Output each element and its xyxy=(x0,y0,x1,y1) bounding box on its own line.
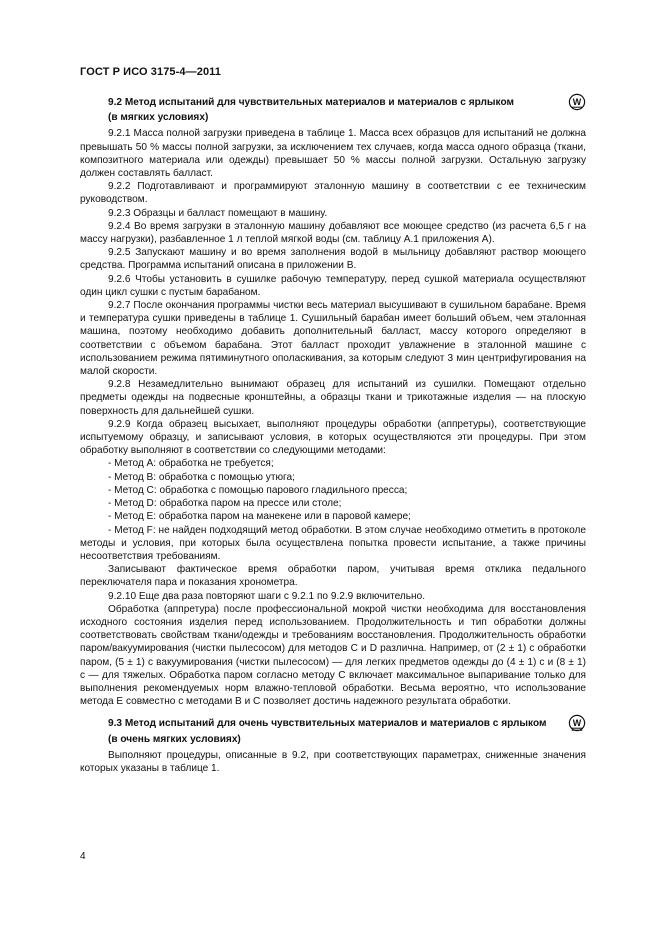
document-body xyxy=(80,96,586,775)
method-c-item: - Метод C: обработка с помощью парового гладильного пресса; xyxy=(108,484,408,496)
section-9-3-heading xyxy=(80,717,586,730)
clause-9-2-4: 9.2.4 Во время загрузки в эталонную машину добавляют все моющее средство (из расчета 6,5 г на массу нагрузки), разбавленное 1 л теплой мягкой воды (см. таблицу А.1 приложения А). xyxy=(80,220,586,246)
section-9-3-paragraph: Выполняют процедуры, описанные в 9.2, при соответствующих параметрах, сниженные значения которых указаны в таблице 1. xyxy=(80,749,586,774)
method-d-item: - Метод D: обработка паром на прессе или столе; xyxy=(108,498,342,510)
section-9-2-subheading: (в мягких условиях) xyxy=(108,112,209,124)
section-9-3-subheading: (в очень мягких условиях) xyxy=(108,733,241,745)
method-b-item: - Метод B: обработка с помощью утюга; xyxy=(108,471,295,483)
clause-9-2-6: 9.2.6 Чтобы установить в сушилке рабочую температуру, перед сушкой материала осуществляют один цикл сушки с пустым барабаном. xyxy=(80,273,586,298)
clause-9-2-3: 9.2.3 Образцы и балласт помещают в машину. xyxy=(108,207,328,219)
method-e-item: - Метод E: обработка паром на манекене или в паровой камере; xyxy=(108,511,411,523)
finishing-paragraph: Обработка (аппретура) после профессиональной мокрой чистки необходима для восстановления исходного состояния изделия перед использованием. Продолжительность и тип обработки должны соответствовать свойствам ткани/одежды и требованиям восстановления. Продолжительность обработки паром/вакуумирования (чистки пылесосом) для методов C и D различна. Например, от (2 ± 1) с обработки паром, (5 ± 1) с вакуумирования (чистки пылесосом) — для легких предметов одежды до (4 ± 1) с и (8 ± 1) с — для тяжелых. Обработка паром согласно методу С включает максимальное выпаривание только для выполнения рекомендуемых норм влажно-тепловой обработки. Весьма вероятно, что использование метода Е совместно с методами В и С позволяет достичь надежного результата обработки. xyxy=(80,603,586,708)
symbol-letter: W xyxy=(572,718,582,729)
section-9-2-heading xyxy=(80,96,586,109)
clause-9-2-10: 9.2.10 Еще два раза повторяют шаги с 9.2.1 по 9.2.9 включительно. xyxy=(108,590,426,602)
standard-header: ГОСТ Р ИСО 3175-4—2011 xyxy=(80,66,221,78)
wet-cleaning-very-gentle-icon xyxy=(568,714,586,732)
clause-9-2-5: 9.2.5 Запускают машину и во время заполнения водой в мыльницу добавляют раствор моющего средства. Программа испытаний описана в приложении В. xyxy=(80,247,586,272)
clause-9-2-1: 9.2.1 Масса полной загрузки приведена в таблице 1. Масса всех образцов для испытаний не должна превышать 50 % массы полной загрузки, за исключением тех случаев, когда масса одного образца (ткани, композитного материала или одежды) превышает 50 % массы полной загрузки. Остальную загрузку должен составлять балласт. xyxy=(80,128,586,180)
method-a-item: - Метод А: обработка не требуется; xyxy=(108,458,274,470)
steam-time-paragraph: Записывают фактическое время обработки паром, учитывая время отклика педального переключателя пара и показания хронометра. xyxy=(80,564,586,589)
symbol-letter: W xyxy=(572,97,582,107)
section-9-3-heading-text: 9.3 Метод испытаний для очень чувствительных материалов и материалов с ярлыком xyxy=(108,718,547,730)
method-f-item: - Метод F: не найден подходящий метод обработки. В этом случае необходимо отметить в протоколе методы и условия, при которых была осуществлена попытка провести испытание, а также причины несоответствия требованиям. xyxy=(80,524,586,562)
page-number: 4 xyxy=(80,851,86,862)
section-9-2-heading-text: 9.2 Метод испытаний для чувствительных материалов и материалов с ярлыком xyxy=(108,97,514,108)
clause-9-2-2: 9.2.2 Подготавливают и программируют эталонную машину в соответствии с ее техническим руководством. xyxy=(80,181,586,206)
clause-9-2-7: 9.2.7 После окончания программы чистки весь материал высушивают в сушильном барабане. Время и температура сушки приведены в таблице 1. Сушильный барабан имеет больший объем, чем эталонная машина, поэтому необходимо добавить дополнительный балласт, массу которого определяют в соответствии с объемом барабана. Этот балласт проходит увлажнение в эталонной машине с использованием режима пятиминутного ополаскивания, за которым следуют 3 мин центрифугирования на малой скорости. xyxy=(80,300,586,378)
clause-9-2-9: 9.2.9 Когда образец высыхает, выполняют процедуры обработки (аппретуры), соответствующие испытуемому образцу, и записывают условия, в которых осуществляются эти процедуры. При этом обработку выполняют в соответствии со следующими методами: xyxy=(80,418,586,457)
clause-9-2-8: 9.2.8 Незамедлительно вынимают образец для испытаний из сушилки. Помещают отдельно предметы одежды на подвесные кронштейны, а образцы ткани и трикотажные изделия — на плоскую поверхность для дальнейшей сушки. xyxy=(80,379,586,417)
wet-cleaning-gentle-icon xyxy=(568,93,586,111)
